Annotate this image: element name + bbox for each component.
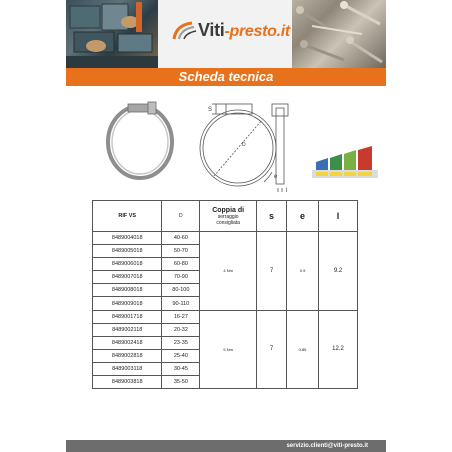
cell-code: 8489003818 <box>93 376 162 389</box>
header <box>66 0 386 68</box>
cell-code: 8489001718 <box>93 310 162 323</box>
cell-d: 60-80 <box>162 258 200 271</box>
cell-code: 8489007018 <box>93 271 162 284</box>
dimension-e-label: e <box>274 174 278 180</box>
cell-e: 0.85 <box>287 310 319 389</box>
cell-torque: 5 Nm <box>200 310 257 389</box>
front-view-drawing <box>200 104 276 186</box>
cell-code: 8489006018 <box>93 258 162 271</box>
logo-swoosh-icon <box>172 21 198 41</box>
cell-d: 30-45 <box>162 362 200 375</box>
cell-torque: 4 Nm <box>200 232 257 311</box>
cell-d: 23-35 <box>162 336 200 349</box>
hose-clamp-illustration <box>108 102 172 178</box>
cell-e: 0.9 <box>287 232 319 311</box>
cell-d: 25-40 <box>162 349 200 362</box>
cell-s: 7 <box>256 310 286 389</box>
spec-table <box>92 200 358 389</box>
cell-code: 8489009018 <box>93 297 162 310</box>
cell-l: 9.2 <box>319 232 358 311</box>
material-grade-graphic <box>312 146 378 178</box>
cell-s: 7 <box>256 232 286 311</box>
cell-l: 12.2 <box>319 310 358 389</box>
technical-sheet-page <box>66 0 386 452</box>
header-d: D <box>162 201 200 232</box>
dimension-d-label: D <box>242 142 246 148</box>
table-header-row <box>93 201 358 232</box>
header-s: s <box>256 201 286 232</box>
cell-code: 8489002118 <box>93 323 162 336</box>
cell-code: 8489003118 <box>93 362 162 375</box>
table-row <box>93 232 358 245</box>
cell-d: 20-32 <box>162 323 200 336</box>
support-email-link[interactable]: servizio.clienti@viti-presto.it <box>286 443 368 449</box>
dimension-l-label: l <box>286 188 288 194</box>
cell-d: 80-100 <box>162 284 200 297</box>
cell-d: 35-50 <box>162 376 200 389</box>
footer-bar <box>66 440 386 452</box>
dimension-s-label: S <box>208 107 213 113</box>
cell-code: 8489002418 <box>93 336 162 349</box>
brand-name: Viti-presto.it <box>198 20 290 40</box>
cell-d: 70-90 <box>162 271 200 284</box>
header-e: e <box>287 201 319 232</box>
cell-code: 8489004018 <box>93 232 162 245</box>
cell-d: 50-70 <box>162 245 200 258</box>
header-torque: Coppia di serraggio consigliata <box>200 201 257 232</box>
clamp-drawings <box>66 96 386 196</box>
header-code: RIF VS <box>93 201 162 232</box>
cell-d: 90-110 <box>162 297 200 310</box>
cell-d: 40-60 <box>162 232 200 245</box>
cell-d: 16-27 <box>162 310 200 323</box>
cell-code: 8489005018 <box>93 245 162 258</box>
cell-code: 8489002818 <box>93 349 162 362</box>
brand-logo[interactable] <box>172 20 290 41</box>
screws-photo <box>292 0 386 68</box>
page-title: Scheda tecnica <box>178 69 274 84</box>
table-row <box>93 310 358 323</box>
header-l: l <box>319 201 358 232</box>
tools-photo <box>66 0 158 68</box>
cell-code: 8489008018 <box>93 284 162 297</box>
